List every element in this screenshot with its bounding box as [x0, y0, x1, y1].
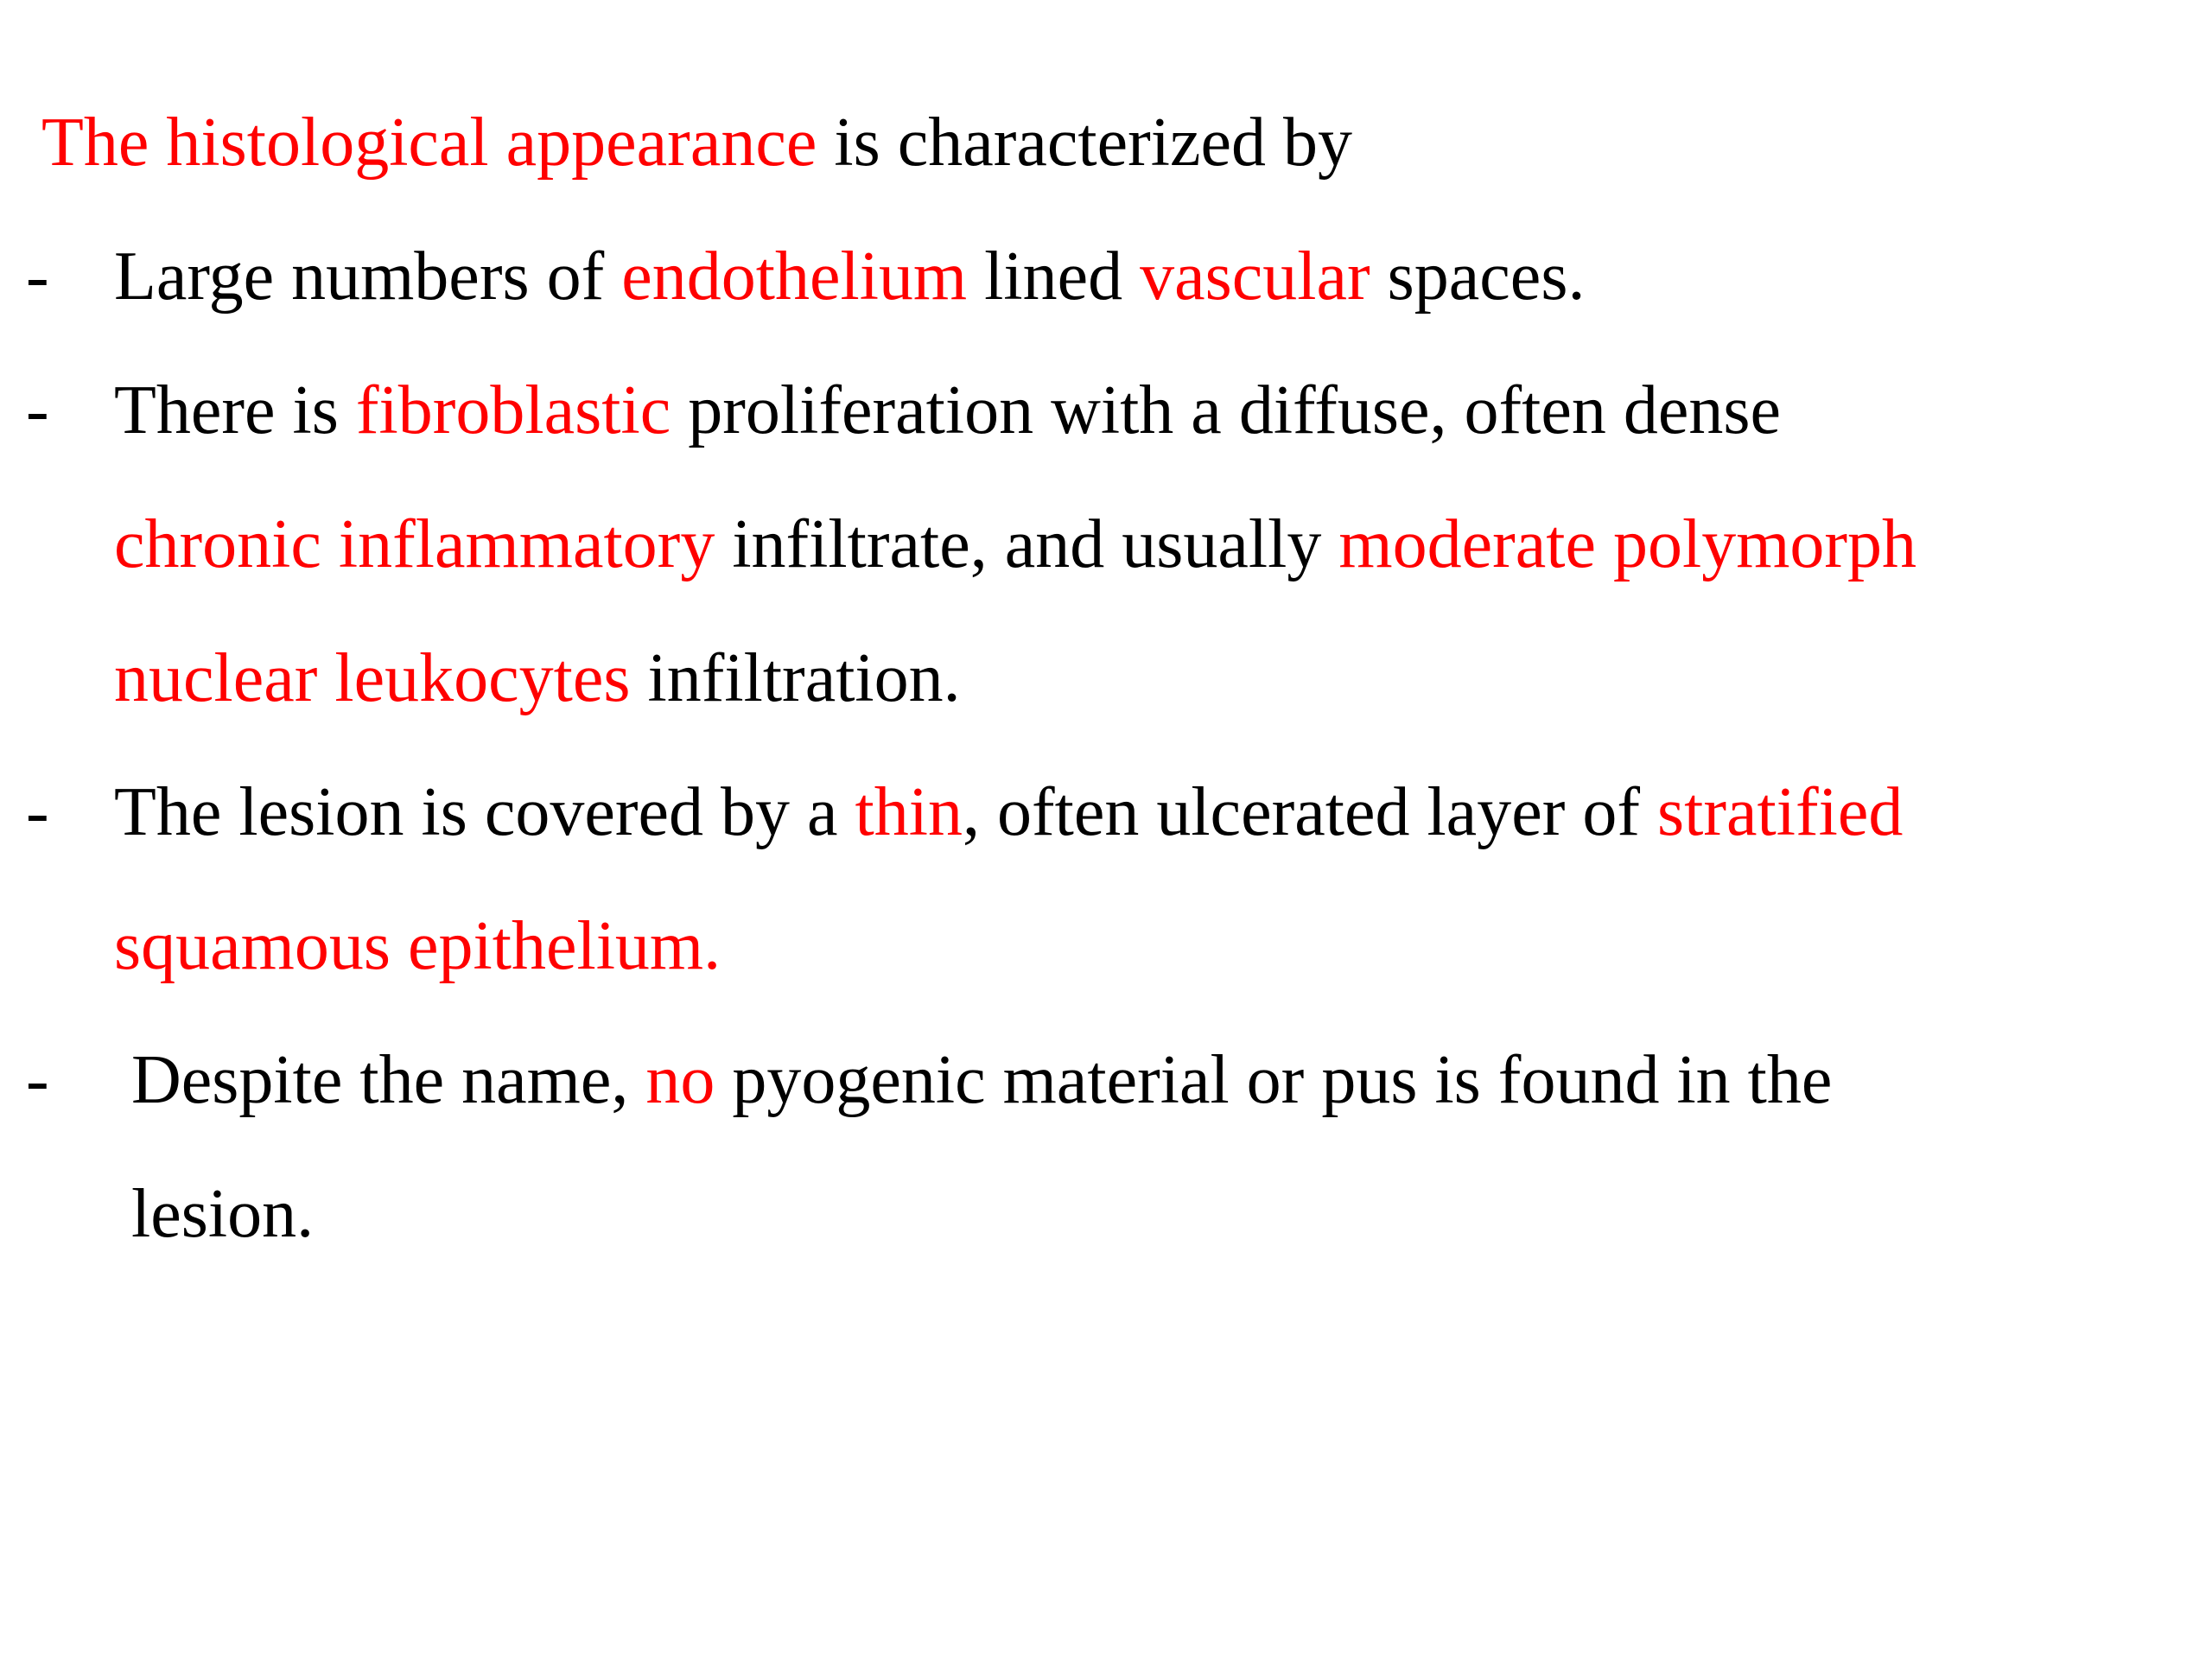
bullet-line [114, 478, 2171, 612]
highlighted-term: fibroblastic [355, 372, 671, 448]
highlighted-term: chronic inflammatory [114, 506, 715, 582]
body-text: Despite the name, [131, 1042, 646, 1118]
bullet-line [131, 1147, 2188, 1281]
body-text: , often ulcerated layer of [962, 774, 1657, 850]
highlighted-term: nuclear leukocytes [114, 640, 631, 716]
body-text: infiltrate, and usually [715, 506, 1339, 582]
body-text: The lesion is covered by a [114, 774, 855, 850]
highlighted-term: no [645, 1042, 715, 1118]
bullet-line [114, 344, 2171, 478]
body-text: lined [967, 238, 1141, 315]
body-text: proliferation with a diffuse, often dense [671, 372, 1782, 448]
body-text: Large numbers of [114, 238, 622, 315]
body-text: pyogenic material or pus is found in the [715, 1042, 1833, 1118]
intro-text: is characterized by [817, 105, 1352, 181]
bullet-line [114, 612, 2171, 746]
highlighted-term: vascular [1140, 238, 1370, 315]
highlighted-term: endothelium [621, 238, 968, 315]
bullet-line [114, 880, 2171, 1014]
bullet-line [131, 1014, 2188, 1147]
intro-highlight: The histological appearance [41, 105, 817, 181]
highlighted-term: moderate polymorph [1338, 506, 1917, 582]
bullet-text [114, 344, 2171, 746]
bullet-text [114, 210, 2171, 344]
highlighted-term: stratified [1656, 774, 1904, 850]
bullet-text [131, 1014, 2188, 1281]
bullet-text [114, 746, 2171, 1014]
bullet-dash: - [26, 1042, 49, 1118]
body-text: infiltration. [630, 640, 961, 716]
highlighted-term: thin [855, 774, 963, 850]
body-text: There is [114, 372, 356, 448]
body-text: lesion. [131, 1176, 315, 1252]
bullet-line [114, 746, 2171, 880]
body-text: spaces. [1370, 238, 1586, 315]
bullet-dash: - [26, 238, 49, 315]
highlighted-term: squamous epithelium. [114, 908, 721, 984]
intro-heading [41, 95, 1352, 190]
bullet-dash: - [26, 774, 49, 850]
bullet-dash: - [26, 372, 49, 448]
bullet-line [114, 210, 2171, 344]
